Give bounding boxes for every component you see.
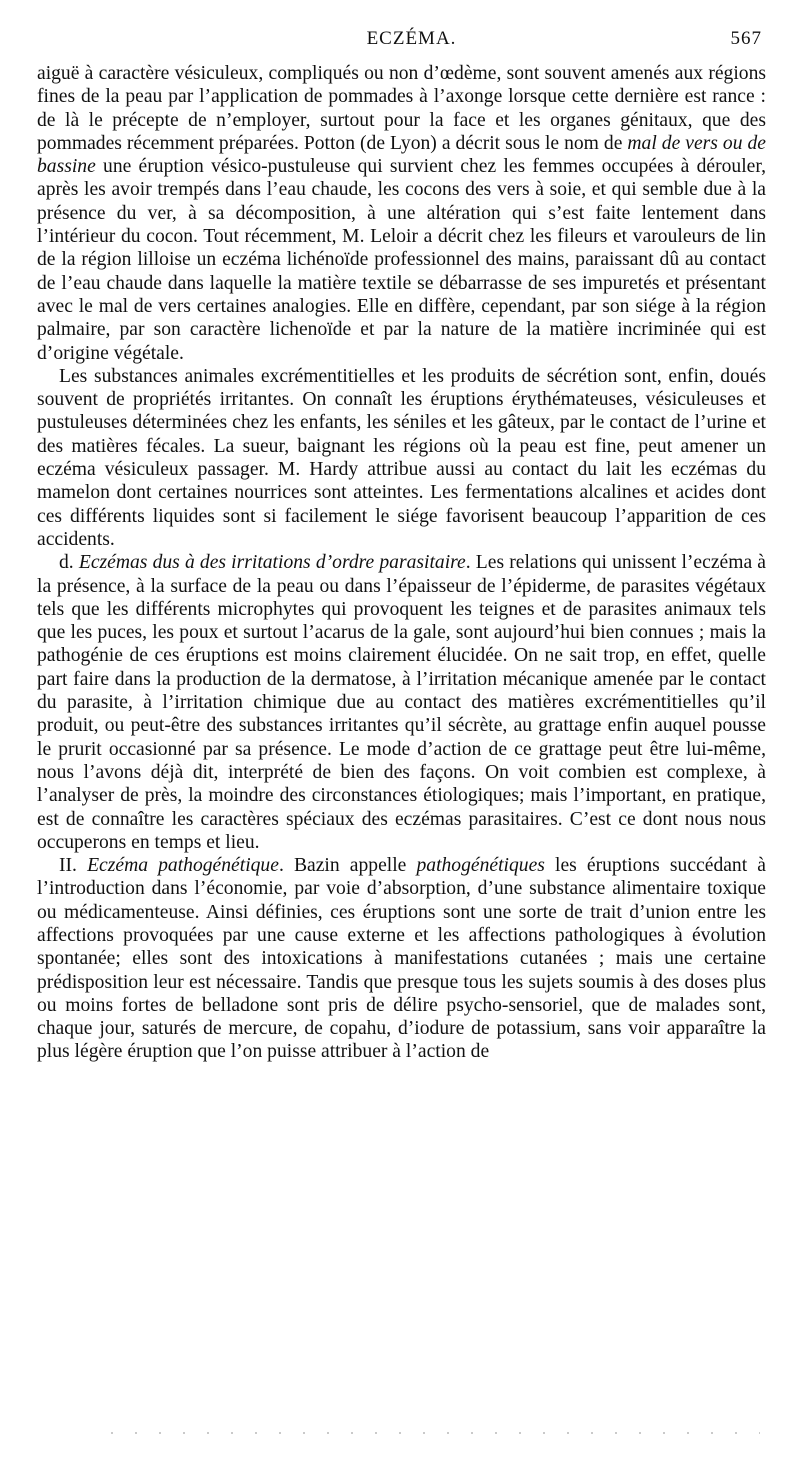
text-run: les éruptions succédant à l’introduction dans l’économie, par voie d’absorption, d’une substance alimentaire toxique ou médicamenteuse. Ainsi définies, ces éruptions sont une sorte de trait d’union entre les affections provoquées par une cause externe et les affections pathologiques à évolution spontanée; elles sont des intoxications à manifestations cutanées ; mais une certaine prédisposition leur est nécessaire. Tandis que presque tous les sujets soumis à des doses plus ou moins fortes de belladone sont pris de délire psycho-sensoriel, que de malades sont, chaque jour, saturés de mercure, de copahu, d’iodure de potassium, sans voir apparaître la plus légère éruption que l’on puisse attribuer à l’action de <box>37 855 766 1063</box>
text-run: d. <box>59 552 79 574</box>
text-run: II. <box>59 855 88 877</box>
text-run: aiguë à caractère vésiculeux, compliqués ou non d’œdème, sont souvent amenés aux régions fines de la peau par l’application de pommades à l’axonge lorsque cette dernière est rance : de là le précepte de n’employer, surtout pour la face et les organes génitaux, que des pommades récemment préparées. Potton (de Lyon) a décrit sous le nom de <box>37 63 766 154</box>
italic-phrase: Eczéma pathogénétique <box>87 855 279 877</box>
body-text <box>37 62 766 1064</box>
italic-phrase: Eczémas dus à des irritations d’ordre parasitaire <box>78 552 466 574</box>
paragraph <box>37 365 766 551</box>
page-number: 567 <box>730 28 762 49</box>
paragraph <box>37 854 766 1064</box>
italic-phrase: pathogénétiques <box>416 855 545 877</box>
paragraph <box>37 62 766 365</box>
italic-phrase: mal de vers ou de bassine <box>37 132 766 178</box>
running-title: ECZÉMA. <box>366 28 457 49</box>
text-run: . Bazin appelle <box>278 855 417 877</box>
running-head <box>37 28 766 62</box>
text-run: une éruption vésico-pustuleuse qui survient chez les femmes occupées à dérouler, après les avoir trempés dans l’eau chaude, les cocons des vers à soie, et qui semble due à la présence du ver, à sa décomposition, à une altération qui s’est faite lentement dans l’intérieur du cocon. Tout récemment, M. Leloir a décrit chez les fileurs et varouleurs de lin de la région lilloise un eczéma lichénoïde professionnel des mains, paraissant dû au contact de l’eau chaude dans laquelle la matière textile se débarrasse de ses impuretés et présentant avec le mal de vers certaines analogies. Elle en diffère, cependant, par son siége à la région palmaire, par son caractère lichenoïde et par la nature de la matière incriminée qui est d’origine végétale. <box>37 156 766 364</box>
paragraph <box>37 551 766 854</box>
text-run: . Les relations qui unissent l’eczéma à la présence, à la surface de la peau ou dans l’épaisseur de l’épiderme, de parasites végétaux tels que les différents microphytes qui provoquent les teignes et de parasites animaux tels que les puces, les poux et surtout l’acarus de la gale, sont aujourd’hui bien connues ; mais la pathogénie de ces éruptions est moins clairement élucidée. On ne sait trop, en effet, quelle part faire dans la production de la dermatose, à l’irritation mécanique amenée par le contact du parasite, à l’irritation chimique due au contact des matières excrémentitielles qu’il produit, ou peut-être des substances irritantes qu’il sécrète, au grattage enfin auquel pousse le prurit occasionné par sa présence. Le mode d’action de ce grattage peut être lui-même, nous l’avons déjà dit, interprété de bien des façons. On voit combien est complexe, à l’analyser de près, la moindre des circonstances étiologiques; mais l’important, en pratique, est de connaître les caractères spéciaux des eczémas parasitaires. C’est ce dont nous nous occuperons en temps et lieu. <box>37 552 766 853</box>
text-run: Les substances animales excrémentitielles et les produits de sécrétion sont, enfin, doués souvent de propriétés irritantes. On connaît les éruptions érythémateuses, vésiculeuses et pustuleuses déterminées chez les enfants, les séniles et les gâteux, par le contact de l’urine et des matières fécales. La sueur, baignant les régions où la peau est fine, peut amener un eczéma vésiculeux passager. M. Hardy attribue aussi au contact du lait les eczémas du mamelon dont certaines nourrices sont atteintes. Les fermentations alcalines et acides dont ces différents liquides sont si facilement le siége favorisent beaucoup l’apparition de ces accidents. <box>37 365 766 550</box>
scan-noise <box>100 1432 760 1434</box>
